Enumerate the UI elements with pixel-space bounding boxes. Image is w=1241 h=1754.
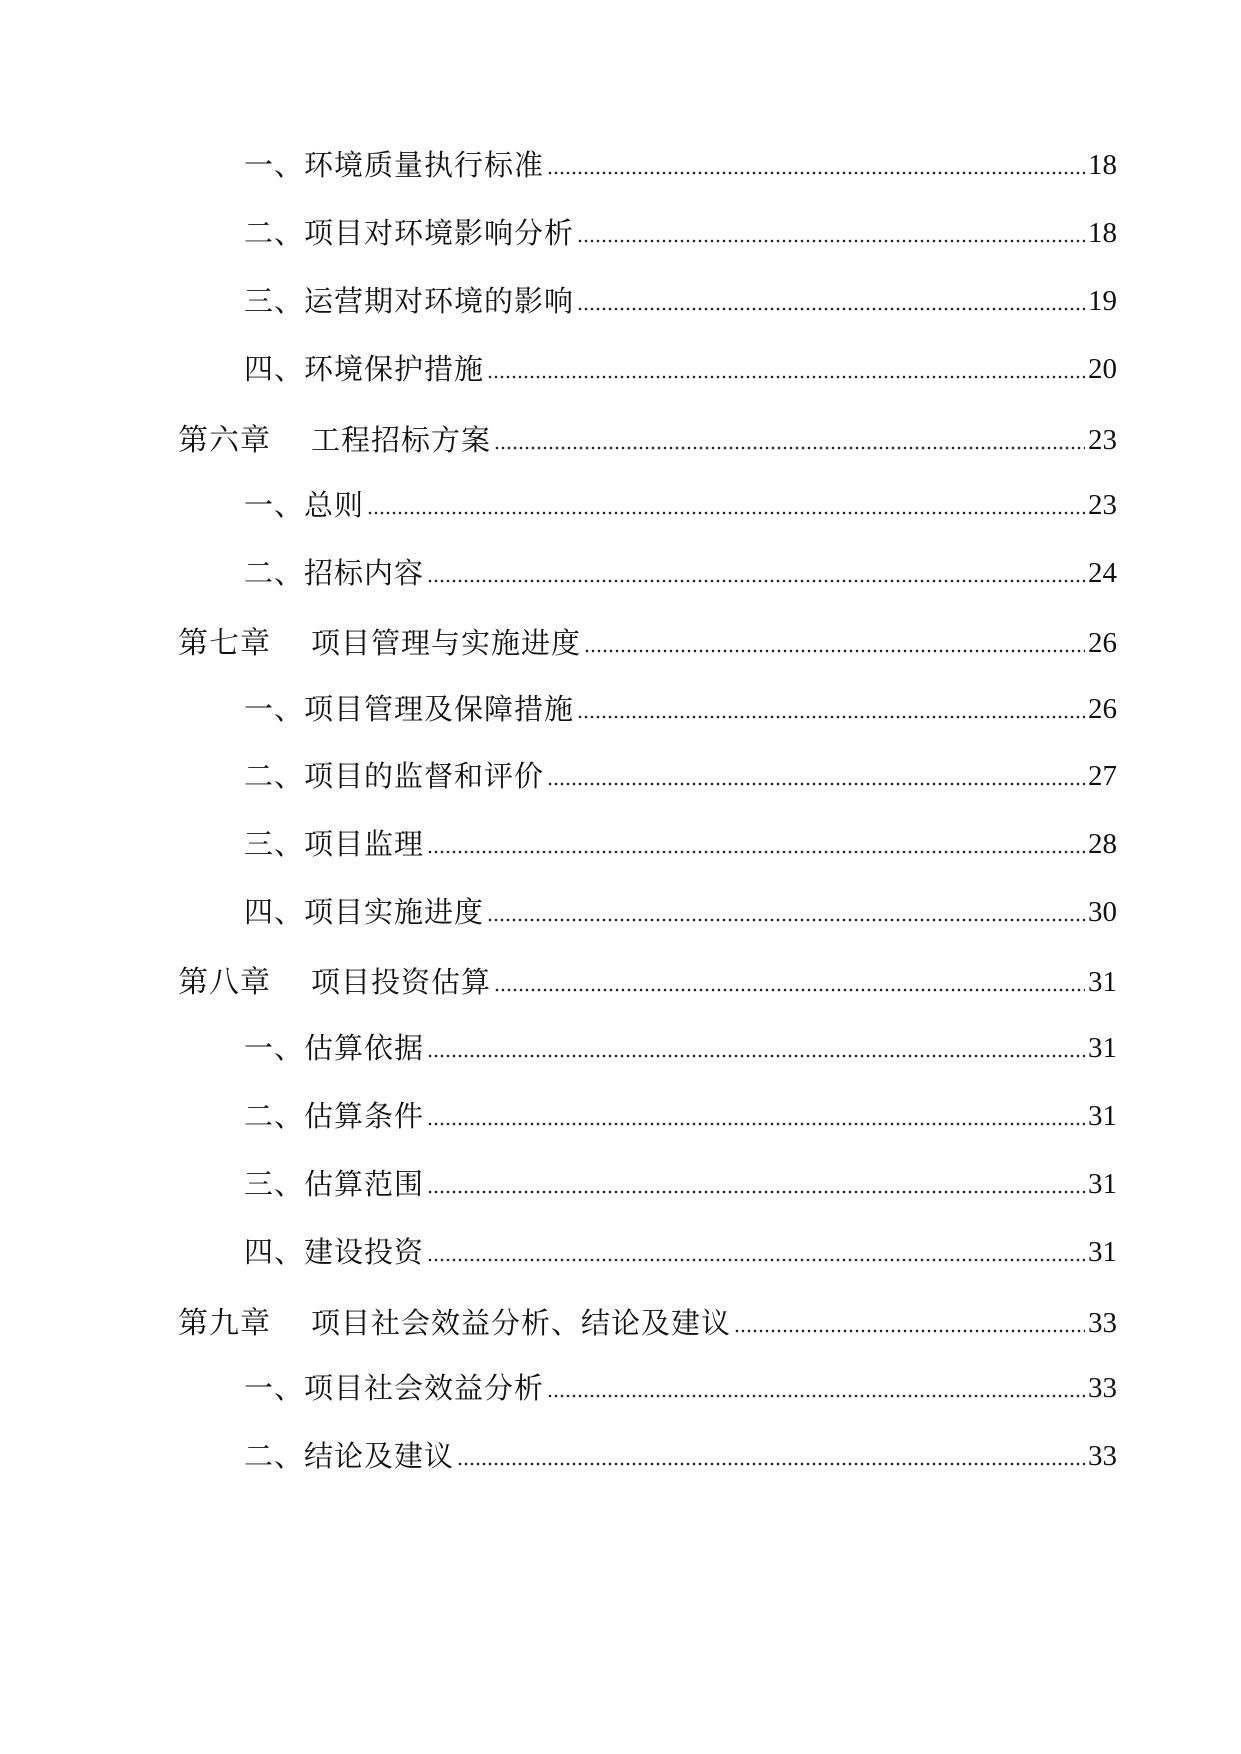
toc-entry[interactable] (244, 483, 1117, 527)
toc-entry-page: 31 (1088, 1168, 1117, 1200)
toc-entry[interactable] (244, 211, 1117, 255)
toc-entry[interactable] (244, 890, 1117, 934)
dot-leader (577, 712, 1085, 722)
dot-leader (457, 1459, 1085, 1469)
toc-chapter-entry[interactable] (178, 418, 1117, 462)
toc-entry-label: 四、项目实施进度 (244, 895, 485, 929)
dot-leader (427, 1255, 1085, 1265)
toc-entry-page: 20 (1088, 353, 1117, 385)
toc-entry-page: 33 (1088, 1440, 1117, 1472)
toc-entry[interactable] (244, 687, 1117, 731)
toc-chapter-label (178, 960, 491, 1005)
dot-leader (427, 847, 1085, 857)
dot-leader (494, 985, 1085, 995)
dot-leader (547, 1391, 1085, 1401)
chapter-title: 项目投资估算 (311, 964, 492, 999)
toc-chapter-entry[interactable] (178, 960, 1117, 1004)
toc-entry-label: 四、环境保护措施 (244, 352, 485, 386)
toc-entry-label: 二、估算条件 (244, 1099, 425, 1133)
toc-entry-label: 二、招标内容 (244, 556, 425, 590)
toc-entry[interactable] (244, 1434, 1117, 1478)
toc-entry-page: 19 (1088, 285, 1117, 317)
toc-entry-page: 31 (1088, 1032, 1117, 1064)
dot-leader (427, 1051, 1085, 1061)
toc-entry[interactable] (244, 754, 1117, 798)
chapter-number: 第八章 (178, 964, 271, 1000)
toc-entry-page: 28 (1088, 828, 1117, 860)
toc-chapter-entry[interactable] (178, 621, 1117, 665)
toc-entry[interactable] (244, 1162, 1117, 1206)
toc-entry-label: 三、运营期对环境的影响 (244, 284, 575, 318)
toc-entry-page: 30 (1088, 896, 1117, 928)
dot-leader (487, 915, 1085, 925)
toc-entry[interactable] (244, 1230, 1117, 1274)
dot-leader (367, 508, 1085, 518)
dot-leader (584, 646, 1085, 656)
chapter-number: 第七章 (178, 625, 271, 661)
toc-entry-page: 26 (1088, 627, 1117, 659)
dot-leader (427, 1187, 1085, 1197)
toc-entry[interactable] (244, 279, 1117, 323)
chapter-title: 项目管理与实施进度 (311, 625, 582, 660)
toc-entry[interactable] (244, 1094, 1117, 1138)
dot-leader (547, 168, 1085, 178)
toc-entry-page: 31 (1088, 966, 1117, 998)
toc-entry-label: 三、项目监理 (244, 827, 425, 861)
toc-chapter-label (178, 1301, 731, 1346)
chapter-title: 工程招标方案 (311, 422, 492, 457)
dot-leader (577, 236, 1085, 246)
toc-entry-page: 31 (1088, 1100, 1117, 1132)
toc-entry-page: 33 (1088, 1372, 1117, 1404)
toc-entry-label: 二、项目对环境影响分析 (244, 216, 575, 250)
toc-entry[interactable] (244, 347, 1117, 391)
toc-entry-page: 18 (1088, 149, 1117, 181)
chapter-number: 第六章 (178, 422, 271, 458)
toc-entry[interactable] (244, 551, 1117, 595)
toc-entry-page: 23 (1088, 424, 1117, 456)
chapter-number: 第九章 (178, 1305, 271, 1341)
toc-entry-label: 一、项目社会效益分析 (244, 1371, 545, 1405)
toc-entry-label: 二、结论及建议 (244, 1439, 455, 1473)
dot-leader (494, 443, 1085, 453)
toc-entry-label: 二、项目的监督和评价 (244, 759, 545, 793)
toc-entry-label: 三、估算范围 (244, 1167, 425, 1201)
toc-entry[interactable] (244, 822, 1117, 866)
dot-leader (427, 1119, 1085, 1129)
toc-entry-page: 23 (1088, 489, 1117, 521)
toc-entry[interactable] (244, 1366, 1117, 1410)
toc-chapter-entry[interactable] (178, 1301, 1117, 1345)
toc-entry-label: 一、项目管理及保障措施 (244, 692, 575, 726)
toc-entry-page: 24 (1088, 557, 1117, 589)
dot-leader (487, 372, 1085, 382)
toc-entry-label: 一、总则 (244, 488, 365, 522)
dot-leader (547, 779, 1085, 789)
chapter-title: 项目社会效益分析、结论及建议 (311, 1305, 732, 1340)
toc-entry[interactable] (244, 143, 1117, 187)
toc-entry-page: 27 (1088, 760, 1117, 792)
dot-leader (734, 1326, 1085, 1336)
toc-entry-page: 33 (1088, 1307, 1117, 1339)
toc-entry-page: 26 (1088, 693, 1117, 725)
toc-entry-label: 一、估算依据 (244, 1031, 425, 1065)
dot-leader (577, 304, 1085, 314)
toc-entry-page: 31 (1088, 1236, 1117, 1268)
toc-entry-label: 四、建设投资 (244, 1235, 425, 1269)
toc-entry-label: 一、环境质量执行标准 (244, 148, 545, 182)
toc-entry-page: 18 (1088, 217, 1117, 249)
toc-chapter-label (178, 418, 491, 463)
toc-entry[interactable] (244, 1026, 1117, 1070)
dot-leader (427, 576, 1085, 586)
toc-chapter-label (178, 621, 581, 666)
